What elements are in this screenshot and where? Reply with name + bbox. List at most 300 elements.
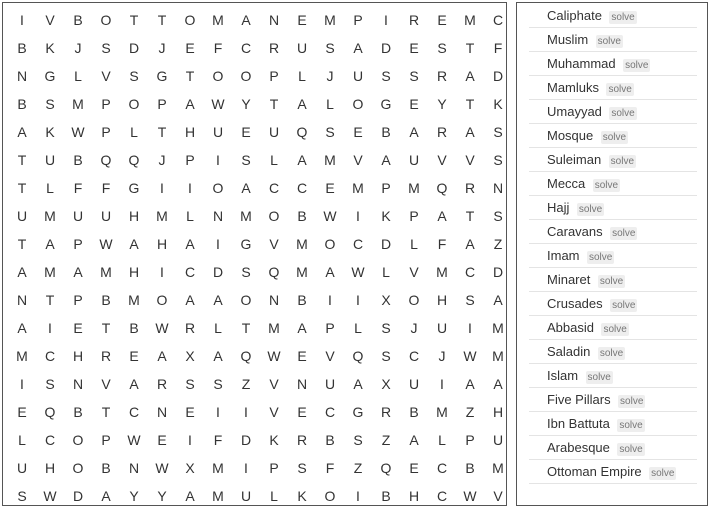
grid-cell[interactable]: L xyxy=(326,96,334,112)
grid-cell[interactable]: X xyxy=(381,292,391,308)
grid-cell[interactable]: J xyxy=(158,40,166,56)
grid-cell[interactable]: Y xyxy=(129,488,139,504)
grid-cell[interactable]: S xyxy=(493,152,503,168)
grid-cell[interactable]: G xyxy=(380,96,392,112)
grid-cell[interactable]: L xyxy=(438,432,446,448)
grid-cell[interactable]: H xyxy=(128,208,140,224)
grid-cell[interactable]: B xyxy=(73,404,83,420)
grid-cell[interactable]: D xyxy=(492,264,504,280)
grid-cell[interactable]: A xyxy=(353,376,363,392)
grid-cell[interactable]: M xyxy=(212,12,224,28)
grid-cell[interactable]: L xyxy=(270,488,278,504)
grid-cell[interactable]: B xyxy=(381,488,391,504)
grid-cell[interactable]: I xyxy=(216,236,220,252)
grid-cell[interactable]: A xyxy=(353,40,363,56)
grid-cell[interactable]: I xyxy=(48,320,52,336)
grid-cell[interactable]: J xyxy=(438,348,446,364)
grid-cell[interactable]: P xyxy=(465,432,475,448)
grid-cell[interactable]: M xyxy=(72,96,84,112)
grid-cell[interactable]: V xyxy=(437,152,447,168)
grid-cell[interactable]: A xyxy=(465,68,475,84)
solve-button[interactable]: solve xyxy=(602,132,627,143)
grid-cell[interactable]: A xyxy=(297,96,307,112)
grid-cell[interactable]: S xyxy=(409,68,419,84)
grid-cell[interactable]: T xyxy=(157,124,167,140)
grid-cell[interactable]: I xyxy=(216,152,220,168)
grid-cell[interactable]: A xyxy=(465,124,475,140)
grid-cell[interactable]: U xyxy=(16,460,28,476)
grid-cell[interactable]: W xyxy=(43,488,57,504)
grid-cell[interactable]: B xyxy=(73,152,83,168)
grid-cell[interactable]: L xyxy=(354,320,362,336)
grid-cell[interactable]: V xyxy=(45,12,55,28)
grid-cell[interactable]: U xyxy=(268,124,280,140)
grid-cell[interactable]: A xyxy=(465,236,475,252)
grid-cell[interactable]: E xyxy=(409,40,419,56)
grid-cell[interactable]: A xyxy=(129,236,139,252)
grid-cell[interactable]: H xyxy=(184,124,196,140)
grid-cell[interactable]: B xyxy=(325,432,335,448)
grid-cell[interactable]: B xyxy=(381,124,391,140)
grid-cell[interactable]: A xyxy=(129,376,139,392)
solve-button[interactable]: solve xyxy=(611,12,635,23)
grid-cell[interactable]: N xyxy=(156,404,168,420)
grid-cell[interactable]: O xyxy=(72,432,84,448)
grid-cell[interactable]: M xyxy=(324,152,336,168)
grid-cell[interactable]: P xyxy=(73,292,83,308)
grid-cell[interactable]: X xyxy=(185,348,195,364)
grid-cell[interactable]: Q xyxy=(352,348,364,364)
grid-cell[interactable]: B xyxy=(17,96,27,112)
grid-cell[interactable]: U xyxy=(44,152,56,168)
grid-cell[interactable]: V xyxy=(269,376,279,392)
solve-button[interactable]: solve xyxy=(599,276,624,287)
grid-cell[interactable]: A xyxy=(493,376,503,392)
grid-cell[interactable]: E xyxy=(129,348,139,364)
grid-cell[interactable]: A xyxy=(241,12,251,28)
grid-cell[interactable]: M xyxy=(408,180,420,196)
grid-cell[interactable]: V xyxy=(101,68,111,84)
grid-cell[interactable]: E xyxy=(73,320,83,336)
solve-button[interactable]: solve xyxy=(612,228,636,239)
solve-button[interactable]: solve xyxy=(611,108,635,119)
grid-cell[interactable]: M xyxy=(44,208,56,224)
grid-cell[interactable]: S xyxy=(17,488,27,504)
grid-cell[interactable]: M xyxy=(492,320,504,336)
grid-cell[interactable]: Q xyxy=(44,404,56,420)
grid-cell[interactable]: R xyxy=(268,40,280,56)
grid-cell[interactable]: S xyxy=(45,96,55,112)
grid-cell[interactable]: P xyxy=(325,320,335,336)
grid-cell[interactable]: O xyxy=(240,68,252,84)
grid-cell[interactable]: S xyxy=(185,376,195,392)
grid-cell[interactable]: I xyxy=(20,12,24,28)
grid-cell[interactable]: K xyxy=(45,40,55,56)
grid-cell[interactable]: C xyxy=(268,180,280,196)
grid-cell[interactable]: D xyxy=(380,236,392,252)
grid-cell[interactable]: J xyxy=(410,320,418,336)
grid-cell[interactable]: I xyxy=(216,404,220,420)
grid-cell[interactable]: B xyxy=(465,460,475,476)
solve-button[interactable]: solve xyxy=(588,252,613,263)
solve-button[interactable]: solve xyxy=(625,60,649,71)
grid-cell[interactable]: K xyxy=(45,124,55,140)
grid-cell[interactable]: S xyxy=(241,152,251,168)
solve-button[interactable]: solve xyxy=(587,372,611,383)
grid-cell[interactable]: Y xyxy=(157,488,167,504)
grid-cell[interactable]: S xyxy=(493,208,503,224)
grid-cell[interactable]: Q xyxy=(296,124,308,140)
grid-cell[interactable]: C xyxy=(324,404,336,420)
grid-cell[interactable]: B xyxy=(101,460,111,476)
grid-cell[interactable]: J xyxy=(326,68,334,84)
grid-cell[interactable]: B xyxy=(129,320,139,336)
grid-cell[interactable]: O xyxy=(128,96,140,112)
grid-cell[interactable]: P xyxy=(381,180,391,196)
grid-cell[interactable]: H xyxy=(156,236,168,252)
grid-cell[interactable]: H xyxy=(44,460,56,476)
grid-cell[interactable]: S xyxy=(493,124,503,140)
solve-button[interactable]: solve xyxy=(619,444,643,455)
grid-cell[interactable]: S xyxy=(325,40,335,56)
grid-cell[interactable]: M xyxy=(492,348,504,364)
grid-cell[interactable]: R xyxy=(380,404,392,420)
grid-cell[interactable]: Z xyxy=(241,376,251,392)
grid-cell[interactable]: B xyxy=(101,292,111,308)
solve-button[interactable]: solve xyxy=(608,84,632,95)
grid-cell[interactable]: A xyxy=(409,124,419,140)
grid-cell[interactable]: Q xyxy=(128,152,140,168)
grid-cell[interactable]: U xyxy=(352,68,364,84)
grid-cell[interactable]: O xyxy=(324,488,336,504)
grid-cell[interactable]: R xyxy=(100,348,112,364)
grid-cell[interactable]: T xyxy=(185,68,195,84)
grid-cell[interactable]: A xyxy=(185,488,195,504)
grid-cell[interactable]: L xyxy=(382,264,390,280)
grid-cell[interactable]: K xyxy=(493,96,503,112)
solve-button[interactable]: solve xyxy=(599,348,624,359)
grid-cell[interactable]: C xyxy=(184,264,196,280)
grid-cell[interactable]: U xyxy=(436,320,448,336)
grid-cell[interactable]: A xyxy=(465,376,475,392)
grid-cell[interactable]: N xyxy=(268,292,280,308)
grid-cell[interactable]: G xyxy=(156,68,168,84)
grid-cell[interactable]: V xyxy=(465,152,475,168)
grid-cell[interactable]: P xyxy=(101,124,111,140)
grid-cell[interactable]: V xyxy=(493,488,503,504)
grid-cell[interactable]: A xyxy=(185,292,195,308)
grid-cell[interactable]: U xyxy=(16,208,28,224)
grid-cell[interactable]: N xyxy=(212,208,224,224)
grid-cell[interactable]: S xyxy=(325,124,335,140)
grid-cell[interactable]: I xyxy=(188,432,192,448)
grid-cell[interactable]: T xyxy=(465,40,475,56)
grid-cell[interactable]: E xyxy=(185,404,195,420)
grid-cell[interactable]: B xyxy=(297,292,307,308)
grid-cell[interactable]: I xyxy=(384,12,388,28)
grid-cell[interactable]: V xyxy=(325,348,335,364)
grid-cell[interactable]: U xyxy=(212,124,224,140)
grid-cell[interactable]: N xyxy=(128,460,140,476)
grid-cell[interactable]: A xyxy=(409,432,419,448)
grid-cell[interactable]: C xyxy=(296,180,308,196)
grid-cell[interactable]: L xyxy=(74,68,82,84)
grid-cell[interactable]: H xyxy=(408,488,420,504)
grid-cell[interactable]: M xyxy=(268,320,280,336)
grid-cell[interactable]: P xyxy=(101,96,111,112)
grid-cell[interactable]: M xyxy=(436,404,448,420)
grid-cell[interactable]: U xyxy=(72,208,84,224)
grid-cell[interactable]: V xyxy=(269,404,279,420)
grid-cell[interactable]: W xyxy=(155,320,169,336)
grid-cell[interactable]: O xyxy=(240,292,252,308)
grid-cell[interactable]: H xyxy=(128,264,140,280)
grid-cell[interactable]: S xyxy=(381,320,391,336)
grid-cell[interactable]: A xyxy=(325,264,335,280)
grid-cell[interactable]: A xyxy=(101,488,111,504)
grid-cell[interactable]: O xyxy=(212,68,224,84)
grid-cell[interactable]: O xyxy=(212,180,224,196)
grid-cell[interactable]: M xyxy=(240,208,252,224)
grid-cell[interactable]: O xyxy=(156,292,168,308)
grid-cell[interactable]: E xyxy=(353,124,363,140)
grid-cell[interactable]: U xyxy=(408,152,420,168)
grid-cell[interactable]: I xyxy=(20,376,24,392)
grid-cell[interactable]: L xyxy=(46,180,54,196)
grid-cell[interactable]: D xyxy=(380,40,392,56)
grid-cell[interactable]: F xyxy=(213,432,223,448)
grid-cell[interactable]: I xyxy=(160,180,164,196)
grid-cell[interactable]: W xyxy=(267,348,281,364)
grid-cell[interactable]: I xyxy=(356,488,360,504)
grid-cell[interactable]: Q xyxy=(268,264,280,280)
grid-cell[interactable]: W xyxy=(351,264,365,280)
grid-cell[interactable]: K xyxy=(381,208,391,224)
grid-cell[interactable]: X xyxy=(185,460,195,476)
grid-cell[interactable]: S xyxy=(241,264,251,280)
grid-cell[interactable]: M xyxy=(352,180,364,196)
grid-cell[interactable]: Q xyxy=(436,180,448,196)
grid-cell[interactable]: A xyxy=(185,236,195,252)
grid-cell[interactable]: M xyxy=(324,12,336,28)
grid-cell[interactable]: V xyxy=(269,236,279,252)
grid-cell[interactable]: S xyxy=(437,40,447,56)
grid-cell[interactable]: I xyxy=(244,460,248,476)
grid-cell[interactable]: W xyxy=(127,432,141,448)
grid-cell[interactable]: C xyxy=(436,460,448,476)
grid-cell[interactable]: M xyxy=(492,460,504,476)
grid-cell[interactable]: Y xyxy=(241,96,251,112)
grid-cell[interactable]: F xyxy=(493,40,503,56)
grid-cell[interactable]: C xyxy=(492,12,504,28)
grid-cell[interactable]: P xyxy=(269,68,279,84)
grid-cell[interactable]: T xyxy=(101,404,111,420)
grid-cell[interactable]: S xyxy=(297,460,307,476)
grid-cell[interactable]: T xyxy=(129,12,139,28)
grid-cell[interactable]: T xyxy=(465,208,475,224)
grid-cell[interactable]: F xyxy=(213,40,223,56)
grid-cell[interactable]: I xyxy=(356,292,360,308)
grid-cell[interactable]: C xyxy=(436,488,448,504)
grid-cell[interactable]: O xyxy=(268,208,280,224)
grid-cell[interactable]: A xyxy=(213,348,223,364)
solve-button[interactable]: solve xyxy=(620,396,644,407)
grid-cell[interactable]: Q xyxy=(240,348,252,364)
grid-cell[interactable]: F xyxy=(73,180,83,196)
grid-cell[interactable]: O xyxy=(100,12,112,28)
grid-cell[interactable]: E xyxy=(185,40,195,56)
grid-cell[interactable]: M xyxy=(296,236,308,252)
grid-cell[interactable]: Z xyxy=(465,404,475,420)
grid-cell[interactable]: T xyxy=(45,292,55,308)
grid-cell[interactable]: A xyxy=(17,320,27,336)
grid-cell[interactable]: P xyxy=(157,96,167,112)
grid-cell[interactable]: X xyxy=(381,376,391,392)
grid-cell[interactable]: N xyxy=(296,376,308,392)
grid-cell[interactable]: F xyxy=(101,180,111,196)
grid-cell[interactable]: R xyxy=(436,124,448,140)
grid-cell[interactable]: W xyxy=(71,124,85,140)
grid-cell[interactable]: U xyxy=(100,208,112,224)
grid-cell[interactable]: T xyxy=(17,236,27,252)
grid-cell[interactable]: C xyxy=(44,348,56,364)
grid-cell[interactable]: A xyxy=(381,152,391,168)
grid-cell[interactable]: A xyxy=(45,236,55,252)
grid-cell[interactable]: E xyxy=(17,404,27,420)
grid-cell[interactable]: A xyxy=(241,180,251,196)
grid-cell[interactable]: O xyxy=(184,12,196,28)
grid-cell[interactable]: A xyxy=(17,124,27,140)
grid-cell[interactable]: W xyxy=(463,348,477,364)
grid-cell[interactable]: V xyxy=(101,376,111,392)
grid-cell[interactable]: N xyxy=(492,180,504,196)
grid-cell[interactable]: U xyxy=(408,376,420,392)
grid-cell[interactable]: M xyxy=(296,264,308,280)
grid-cell[interactable]: P xyxy=(269,460,279,476)
grid-cell[interactable]: I xyxy=(160,264,164,280)
grid-cell[interactable]: N xyxy=(72,376,84,392)
grid-cell[interactable]: C xyxy=(44,432,56,448)
grid-cell[interactable]: P xyxy=(409,208,419,224)
grid-cell[interactable]: F xyxy=(325,460,335,476)
grid-cell[interactable]: C xyxy=(128,404,140,420)
grid-cell[interactable]: M xyxy=(212,488,224,504)
grid-cell[interactable]: I xyxy=(468,320,472,336)
grid-cell[interactable]: W xyxy=(211,96,225,112)
grid-cell[interactable]: Z xyxy=(493,236,503,252)
grid-cell[interactable]: L xyxy=(130,124,138,140)
grid-cell[interactable]: P xyxy=(185,152,195,168)
grid-cell[interactable]: U xyxy=(324,376,336,392)
grid-cell[interactable]: I xyxy=(244,404,248,420)
grid-cell[interactable]: V xyxy=(353,152,363,168)
grid-cell[interactable]: H xyxy=(436,292,448,308)
grid-cell[interactable]: S xyxy=(381,348,391,364)
grid-cell[interactable]: I xyxy=(356,208,360,224)
grid-cell[interactable]: E xyxy=(297,348,307,364)
grid-cell[interactable]: A xyxy=(437,208,447,224)
grid-cell[interactable]: L xyxy=(270,152,278,168)
grid-cell[interactable]: D xyxy=(128,40,140,56)
grid-cell[interactable]: B xyxy=(73,12,83,28)
grid-cell[interactable]: M xyxy=(100,264,112,280)
grid-cell[interactable]: Y xyxy=(437,96,447,112)
solve-button[interactable]: solve xyxy=(619,420,643,431)
solve-button[interactable]: solve xyxy=(594,180,619,191)
grid-cell[interactable]: L xyxy=(410,236,418,252)
grid-cell[interactable]: C xyxy=(352,236,364,252)
grid-cell[interactable]: C xyxy=(408,348,420,364)
grid-cell[interactable]: K xyxy=(269,432,279,448)
grid-cell[interactable]: F xyxy=(437,236,447,252)
grid-cell[interactable]: R xyxy=(184,320,196,336)
solve-button[interactable]: solve xyxy=(603,324,627,335)
grid-cell[interactable]: E xyxy=(409,96,419,112)
grid-cell[interactable]: E xyxy=(409,460,419,476)
grid-cell[interactable]: V xyxy=(409,264,419,280)
grid-cell[interactable]: O xyxy=(324,236,336,252)
grid-cell[interactable]: R xyxy=(464,180,476,196)
grid-cell[interactable]: W xyxy=(323,208,337,224)
grid-cell[interactable]: S xyxy=(353,432,363,448)
grid-cell[interactable]: M xyxy=(16,348,28,364)
grid-cell[interactable]: R xyxy=(156,376,168,392)
grid-cell[interactable]: P xyxy=(101,432,111,448)
grid-cell[interactable]: N xyxy=(16,68,28,84)
grid-cell[interactable]: M xyxy=(464,12,476,28)
grid-cell[interactable]: W xyxy=(155,460,169,476)
grid-cell[interactable]: S xyxy=(101,40,111,56)
grid-cell[interactable]: A xyxy=(185,96,195,112)
grid-cell[interactable]: M xyxy=(436,264,448,280)
grid-cell[interactable]: C xyxy=(464,264,476,280)
grid-cell[interactable]: L xyxy=(18,432,26,448)
grid-cell[interactable]: S xyxy=(129,68,139,84)
grid-cell[interactable]: D xyxy=(212,264,224,280)
grid-cell[interactable]: L xyxy=(298,68,306,84)
grid-cell[interactable]: M xyxy=(44,264,56,280)
grid-cell[interactable]: G xyxy=(240,236,252,252)
grid-cell[interactable]: S xyxy=(45,376,55,392)
solve-button[interactable]: solve xyxy=(597,36,621,47)
grid-cell[interactable]: Q xyxy=(100,152,112,168)
grid-cell[interactable]: W xyxy=(463,488,477,504)
grid-cell[interactable]: T xyxy=(101,320,111,336)
grid-cell[interactable]: B xyxy=(409,404,419,420)
grid-cell[interactable]: H xyxy=(72,348,84,364)
grid-cell[interactable]: D xyxy=(72,488,84,504)
grid-cell[interactable]: T xyxy=(157,12,167,28)
grid-cell[interactable]: M xyxy=(212,460,224,476)
grid-cell[interactable]: L xyxy=(186,208,194,224)
grid-cell[interactable]: J xyxy=(74,40,82,56)
grid-cell[interactable]: A xyxy=(297,320,307,336)
grid-cell[interactable]: E xyxy=(437,12,447,28)
grid-cell[interactable]: P xyxy=(353,12,363,28)
grid-cell[interactable]: I xyxy=(440,376,444,392)
grid-cell[interactable]: U xyxy=(492,432,504,448)
grid-cell[interactable]: P xyxy=(73,236,83,252)
grid-cell[interactable]: Z xyxy=(381,432,391,448)
solve-button[interactable]: solve xyxy=(610,156,635,167)
grid-cell[interactable]: S xyxy=(465,292,475,308)
grid-cell[interactable]: N xyxy=(16,292,28,308)
grid-cell[interactable]: O xyxy=(72,460,84,476)
grid-cell[interactable]: N xyxy=(268,12,280,28)
grid-cell[interactable]: R xyxy=(436,68,448,84)
grid-cell[interactable]: A xyxy=(297,152,307,168)
grid-cell[interactable]: O xyxy=(408,292,420,308)
